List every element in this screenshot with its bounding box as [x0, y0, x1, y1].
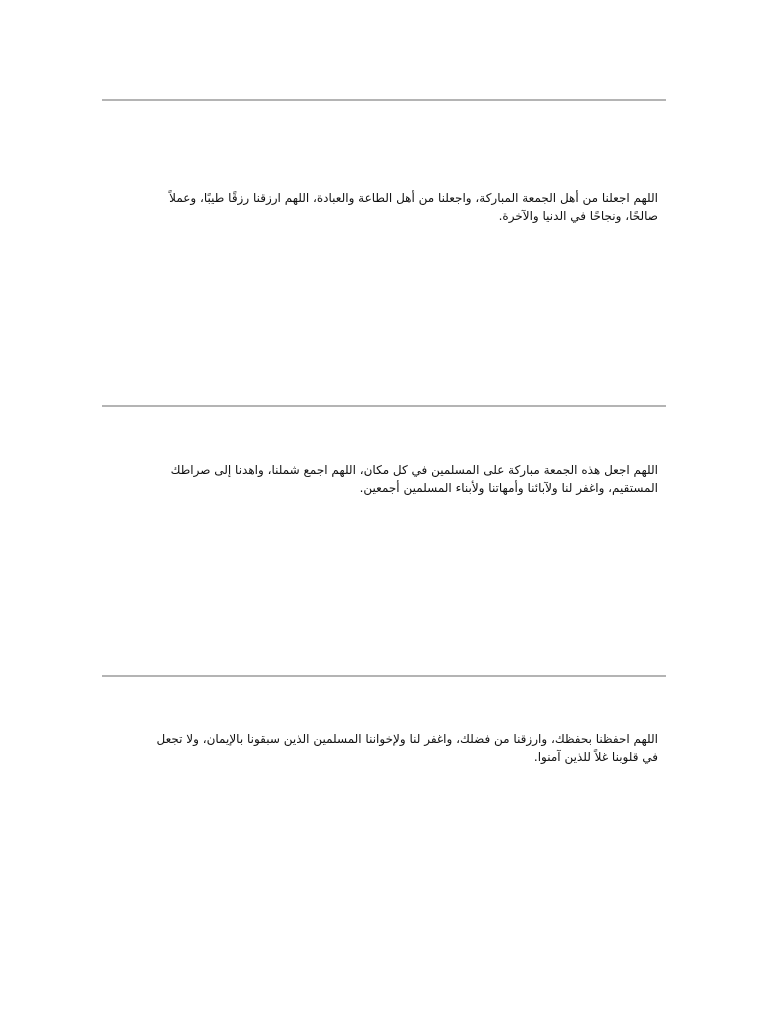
prayer-paragraph: [102, 730, 658, 766]
text-line: صالحًا، ونجاحًا في الدنيا والآخرة.: [498, 209, 658, 223]
text-line: اللهم اجعل هذه الجمعة مباركة على المسلمين في كل مكان، اللهم اجمع شملنا، واهدنا إلى صراطك: [170, 463, 658, 477]
text-line: اللهم احفظنا بحفظك، وارزقنا من فضلك، واغفر لنا ولإخواننا المسلمين الذين سبقونا بالإيمان، ولا تجعل: [156, 732, 658, 746]
horizontal-divider: [102, 405, 666, 407]
text-line: المستقيم، واغفر لنا ولآبائنا وأمهاتنا ولأبناء المسلمين أجمعين.: [359, 481, 658, 495]
horizontal-divider: [102, 675, 666, 677]
prayer-paragraph: [102, 189, 658, 225]
prayer-paragraph: [102, 461, 658, 497]
text-line: اللهم اجعلنا من أهل الجمعة المباركة، واجعلنا من أهل الطاعة والعبادة، اللهم ارزقنا رزقًا طيبًا، وعملاً: [169, 191, 658, 205]
text-line: في قلوبنا غلاً للذين آمنوا.: [533, 750, 658, 764]
horizontal-divider: [102, 99, 666, 101]
